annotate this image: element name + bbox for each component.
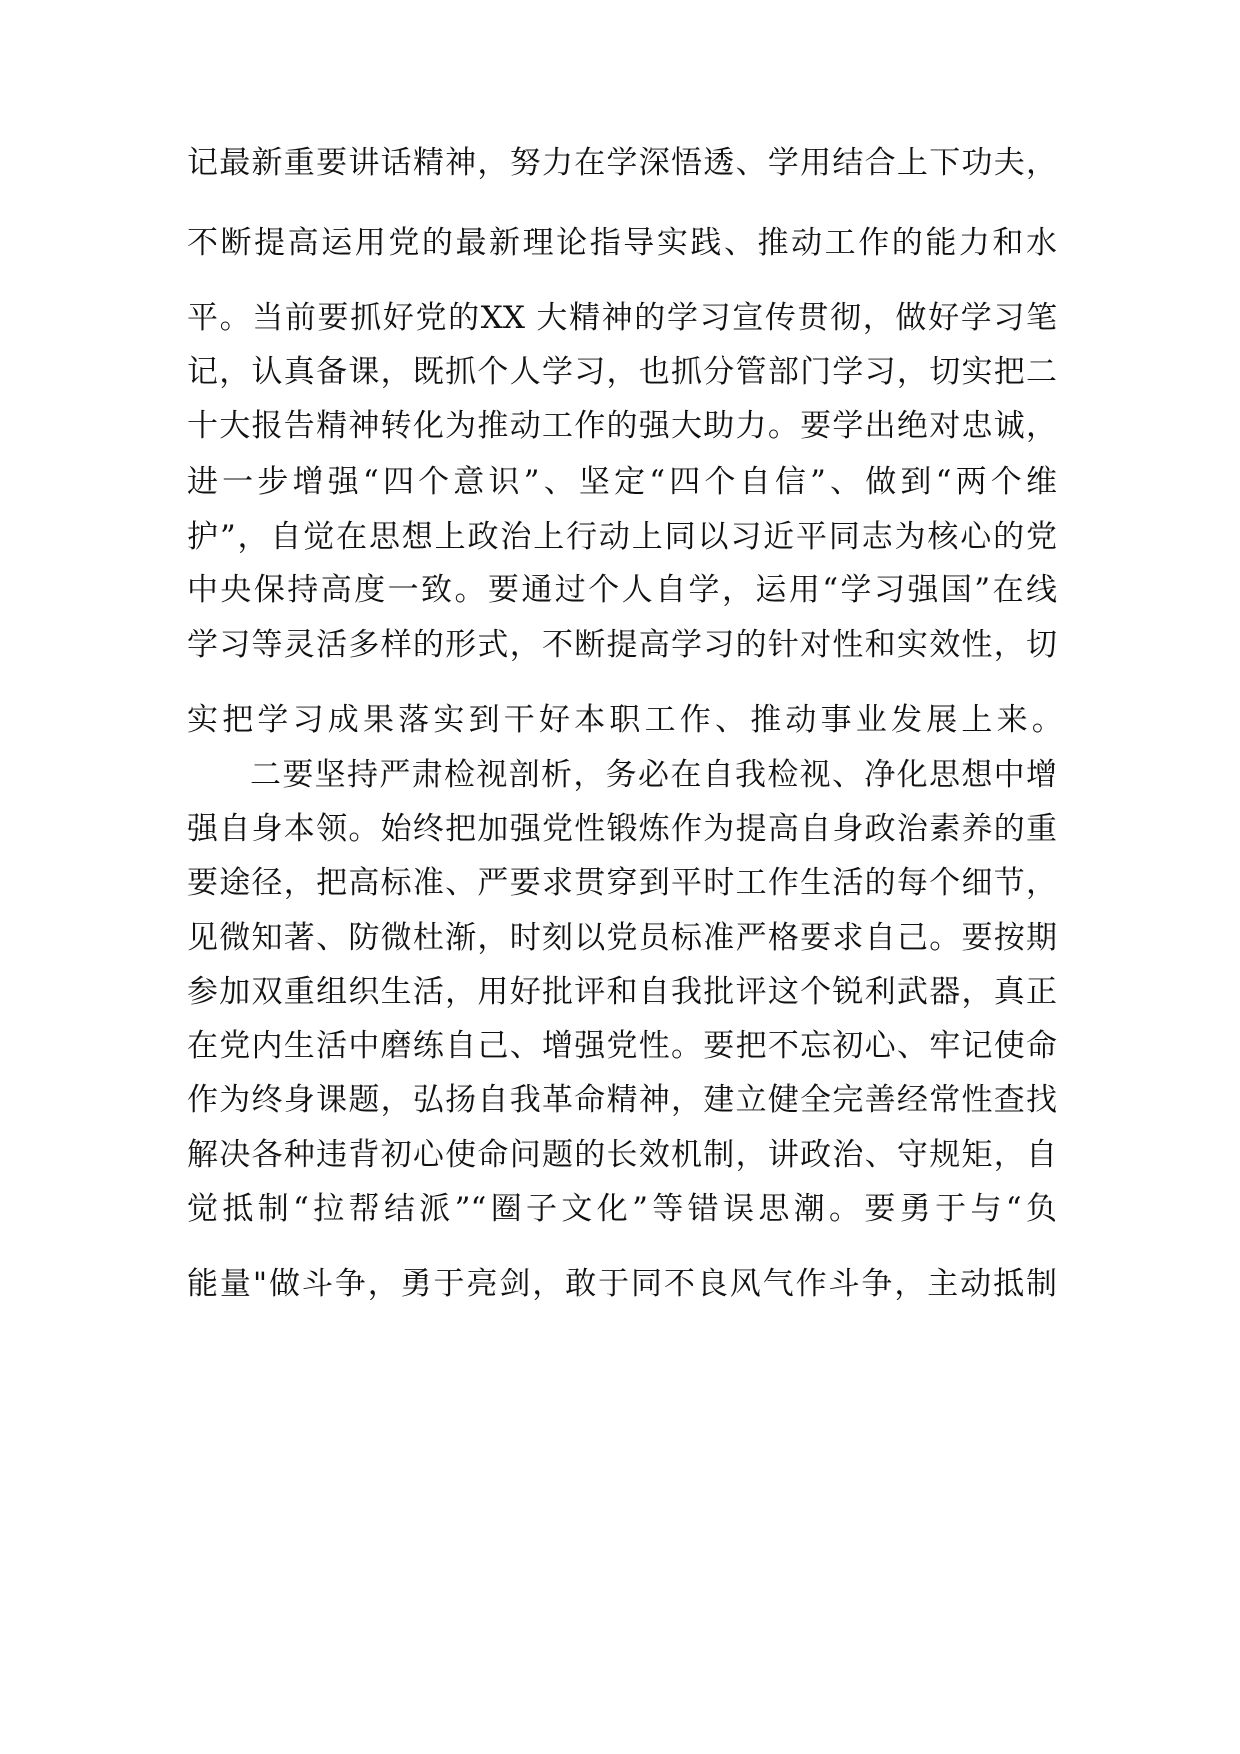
text-line-20: 能量"做斗争，勇于亮剑，敢于同不良风气作斗争，主动抵制 [187,1266,1057,1302]
text-line-11: 二要坚持严肃检视剖析，务必在自我检视、净化思想中增 [250,757,1057,793]
text-line-9: 学习等灵活多样的形式，不断提高学习的针对性和实效性，切 [187,627,1057,663]
text-line-13: 要途径，把高标准、严要求贯穿到平时工作生活的每个细节， [187,865,1057,901]
text-line-1: 记最新重要讲话精神，努力在学深悟透、学用结合上下功夫， [187,145,1057,181]
text-line-14: 见微知著、防微杜渐，时刻以党员标准严格要求自己。要按期 [187,920,1057,956]
text-line-18: 解决各种违背初心使命问题的长效机制，讲政治、守规矩，自 [187,1137,1057,1173]
text-line-8: 中央保持高度一致。要通过个人自学，运用“学习强国”在线 [187,572,1057,608]
text-line-5: 十大报告精神转化为推动工作的强大助力。要学出绝对忠诚， [187,408,1057,444]
text-line-15: 参加双重组织生活，用好批评和自我批评这个锐利武器，真正 [187,974,1057,1010]
text-line-4: 记，认真备课，既抓个人学习，也抓分管部门学习，切实把二 [187,354,1057,390]
text-line-3: 平。当前要抓好党的XX 大精神的学习宣传贯彻，做好学习笔 [187,300,1057,336]
text-line-10: 实把学习成果落实到干好本职工作、推动事业发展上来。 [187,702,1067,738]
text-line-6: 进一步增强“四个意识”、坚定“四个自信”、做到“两个维 [187,464,1057,500]
text-line-12: 强自身本领。始终把加强党性锻炼作为提高自身政治素养的重 [187,811,1057,847]
text-line-17: 作为终身课题，弘扬自我革命精神，建立健全完善经常性查找 [187,1082,1057,1118]
text-line-7: 护”，自觉在思想上政治上行动上同以习近平同志为核心的党 [187,519,1057,555]
text-line-16: 在党内生活中磨练自己、增强党性。要把不忘初心、牢记使命 [187,1028,1057,1064]
text-line-19: 觉抵制“拉帮结派”“圈子文化”等错误思潮。要勇于与“负 [187,1191,1057,1227]
text-line-2: 不断提高运用党的最新理论指导实践、推动工作的能力和水 [187,225,1057,261]
